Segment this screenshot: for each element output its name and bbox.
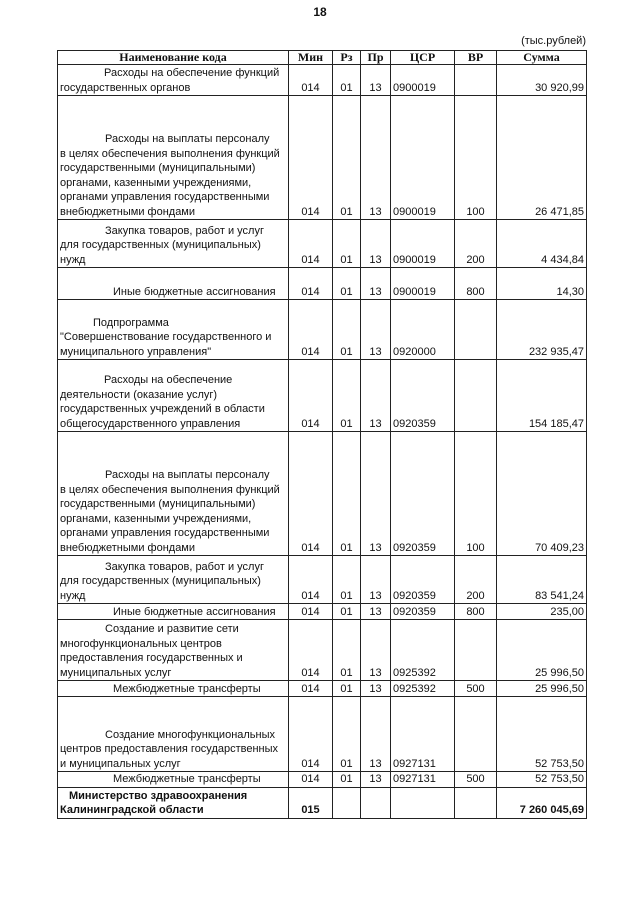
cell-vr: 100 xyxy=(455,96,497,220)
cell-rz: 01 xyxy=(333,300,361,360)
cell-csr: 0920359 xyxy=(391,432,455,556)
row-name xyxy=(58,681,289,697)
row-name-rest: Калининградской области xyxy=(60,804,204,816)
cell-csr: 0900019 xyxy=(391,96,455,220)
row-name-rest: для государственных (муниципальных) нужд xyxy=(60,575,261,602)
row-name xyxy=(58,604,289,620)
cell-min: 014 xyxy=(289,65,333,96)
row-name-first: Расходы на обеспечение xyxy=(104,374,233,386)
row-name xyxy=(58,96,289,220)
cell-sum: 52 753,50 xyxy=(497,772,587,788)
cell-pr: 13 xyxy=(361,96,391,220)
row-name xyxy=(58,556,289,604)
row-name xyxy=(58,65,289,96)
table-row xyxy=(58,556,587,604)
cell-vr xyxy=(455,65,497,96)
row-name xyxy=(58,360,289,432)
cell-csr: 0920359 xyxy=(391,360,455,432)
header-vr: ВР xyxy=(455,51,497,65)
cell-min: 014 xyxy=(289,772,333,788)
cell-rz: 01 xyxy=(333,620,361,681)
cell-rz: 01 xyxy=(333,432,361,556)
cell-pr: 13 xyxy=(361,556,391,604)
row-name-first: Иные бюджетные ассигнования xyxy=(113,285,276,298)
row-name-rest: государственных органов xyxy=(60,81,191,94)
cell-csr: 0920359 xyxy=(391,604,455,620)
header-sum: Сумма xyxy=(497,51,587,65)
cell-rz: 01 xyxy=(333,220,361,268)
cell-sum: 232 935,47 xyxy=(497,300,587,360)
row-name-first: Иные бюджетные ассигнования xyxy=(113,605,276,618)
cell-sum: 70 409,23 xyxy=(497,432,587,556)
cell-rz: 01 xyxy=(333,604,361,620)
cell-rz: 01 xyxy=(333,360,361,432)
cell-min: 014 xyxy=(289,220,333,268)
cell-vr: 200 xyxy=(455,556,497,604)
table-row xyxy=(58,360,587,432)
row-name xyxy=(58,300,289,360)
row-name-first: Создание многофункциональных xyxy=(105,728,276,741)
cell-csr: 0925392 xyxy=(391,681,455,697)
cell-min: 014 xyxy=(289,556,333,604)
cell-vr: 500 xyxy=(455,681,497,697)
row-name-rest: для государственных (муниципальных) нужд xyxy=(60,239,261,266)
table-row xyxy=(58,268,587,300)
cell-min: 015 xyxy=(289,787,333,818)
cell-pr: 13 xyxy=(361,697,391,772)
cell-pr: 13 xyxy=(361,65,391,96)
cell-csr xyxy=(391,787,455,818)
cell-min: 014 xyxy=(289,697,333,772)
row-name xyxy=(58,268,289,300)
row-name-first: Создание и развитие сети xyxy=(105,623,239,635)
cell-rz: 01 xyxy=(333,268,361,300)
header-name: Наименование кода xyxy=(58,51,289,65)
cell-pr: 13 xyxy=(361,268,391,300)
row-name-first: Межбюджетные трансферты xyxy=(113,773,261,785)
cell-sum: 83 541,24 xyxy=(497,556,587,604)
cell-sum: 7 260 045,69 xyxy=(497,787,587,818)
row-name-first: Подпрограмма xyxy=(93,316,169,329)
cell-sum: 52 753,50 xyxy=(497,697,587,772)
cell-pr xyxy=(361,787,391,818)
cell-pr: 13 xyxy=(361,360,391,432)
cell-vr: 500 xyxy=(455,772,497,788)
cell-csr: 0920000 xyxy=(391,300,455,360)
cell-min: 014 xyxy=(289,96,333,220)
row-name xyxy=(58,620,289,681)
cell-sum: 14,30 xyxy=(497,268,587,300)
cell-csr: 0900019 xyxy=(391,220,455,268)
cell-csr: 0920359 xyxy=(391,556,455,604)
table-row xyxy=(58,697,587,772)
header-rz: Рз xyxy=(333,51,361,65)
row-name-first: Расходы на обеспечение функций xyxy=(104,67,280,79)
cell-sum: 25 996,50 xyxy=(497,620,587,681)
cell-vr xyxy=(455,360,497,432)
row-name-rest: в целях обеспечения выполнения функций государственными (муниципальными) органами, казенными учреждениями, органами управления государственными внебюджетными фондами xyxy=(60,147,280,218)
cell-csr: 0927131 xyxy=(391,772,455,788)
header-csr: ЦСР xyxy=(391,51,455,65)
cell-vr xyxy=(455,787,497,818)
cell-min: 014 xyxy=(289,268,333,300)
cell-vr: 800 xyxy=(455,268,497,300)
cell-pr: 13 xyxy=(361,604,391,620)
cell-pr: 13 xyxy=(361,432,391,556)
cell-rz: 01 xyxy=(333,772,361,788)
cell-min: 014 xyxy=(289,604,333,620)
row-name-first: Закупка товаров, работ и услуг xyxy=(105,560,264,573)
cell-rz: 01 xyxy=(333,65,361,96)
header-min: Мин xyxy=(289,51,333,65)
cell-vr xyxy=(455,300,497,360)
table-row xyxy=(58,681,587,697)
cell-sum: 25 996,50 xyxy=(497,681,587,697)
row-name-rest: центров предоставления государственных и муниципальных услуг xyxy=(60,743,279,770)
row-name xyxy=(58,787,289,818)
row-name-rest: многофункциональных центров предоставления государственных и муниципальных услуг xyxy=(60,637,243,679)
table-row xyxy=(58,432,587,556)
table-row xyxy=(58,96,587,220)
table-row xyxy=(58,620,587,681)
row-name-first: Расходы на выплаты персоналу xyxy=(105,133,270,145)
budget-table xyxy=(57,50,587,819)
cell-sum: 30 920,99 xyxy=(497,65,587,96)
cell-vr: 200 xyxy=(455,220,497,268)
header-pr: Пр xyxy=(361,51,391,65)
cell-vr: 800 xyxy=(455,604,497,620)
cell-rz: 01 xyxy=(333,681,361,697)
cell-min: 014 xyxy=(289,360,333,432)
table-row xyxy=(58,772,587,788)
table-row xyxy=(58,300,587,360)
units-label: (тыс.рублей) xyxy=(521,35,586,47)
cell-vr xyxy=(455,620,497,681)
cell-min: 014 xyxy=(289,300,333,360)
cell-pr: 13 xyxy=(361,681,391,697)
header-row xyxy=(58,51,587,65)
cell-csr: 0900019 xyxy=(391,268,455,300)
cell-vr xyxy=(455,697,497,772)
cell-min: 014 xyxy=(289,432,333,556)
cell-sum: 4 434,84 xyxy=(497,220,587,268)
table-row xyxy=(58,220,587,268)
cell-min: 014 xyxy=(289,620,333,681)
row-name-first: Межбюджетные трансферты xyxy=(113,682,261,695)
row-name-rest: "Совершенствование государственного и муниципального управления" xyxy=(60,331,272,358)
cell-rz: 01 xyxy=(333,96,361,220)
row-name-first: Министерство здравоохранения xyxy=(69,789,248,802)
cell-rz: 01 xyxy=(333,556,361,604)
row-name xyxy=(58,220,289,268)
row-name xyxy=(58,432,289,556)
cell-pr: 13 xyxy=(361,220,391,268)
cell-min: 014 xyxy=(289,681,333,697)
cell-sum: 154 185,47 xyxy=(497,360,587,432)
row-name-first: Расходы на выплаты персоналу xyxy=(105,469,270,481)
row-name-first: Закупка товаров, работ и услуг xyxy=(105,224,264,237)
cell-vr: 100 xyxy=(455,432,497,556)
cell-pr: 13 xyxy=(361,772,391,788)
table-row xyxy=(58,604,587,620)
row-name xyxy=(58,697,289,772)
cell-sum: 26 471,85 xyxy=(497,96,587,220)
cell-sum: 235,00 xyxy=(497,604,587,620)
table-row xyxy=(58,787,587,818)
page-number: 18 xyxy=(313,5,327,19)
cell-rz: 01 xyxy=(333,697,361,772)
row-name-rest: в целях обеспечения выполнения функций государственными (муниципальными) органами, казенными учреждениями, органами управления государственными внебюджетными фондами xyxy=(60,483,280,554)
row-name-rest: деятельности (оказание услуг) государственных учреждений в области общегосударственного управления xyxy=(60,388,265,430)
table-row xyxy=(58,65,587,96)
cell-rz xyxy=(333,787,361,818)
cell-csr: 0900019 xyxy=(391,65,455,96)
cell-csr: 0925392 xyxy=(391,620,455,681)
row-name xyxy=(58,772,289,788)
cell-pr: 13 xyxy=(361,300,391,360)
cell-csr: 0927131 xyxy=(391,697,455,772)
cell-pr: 13 xyxy=(361,620,391,681)
